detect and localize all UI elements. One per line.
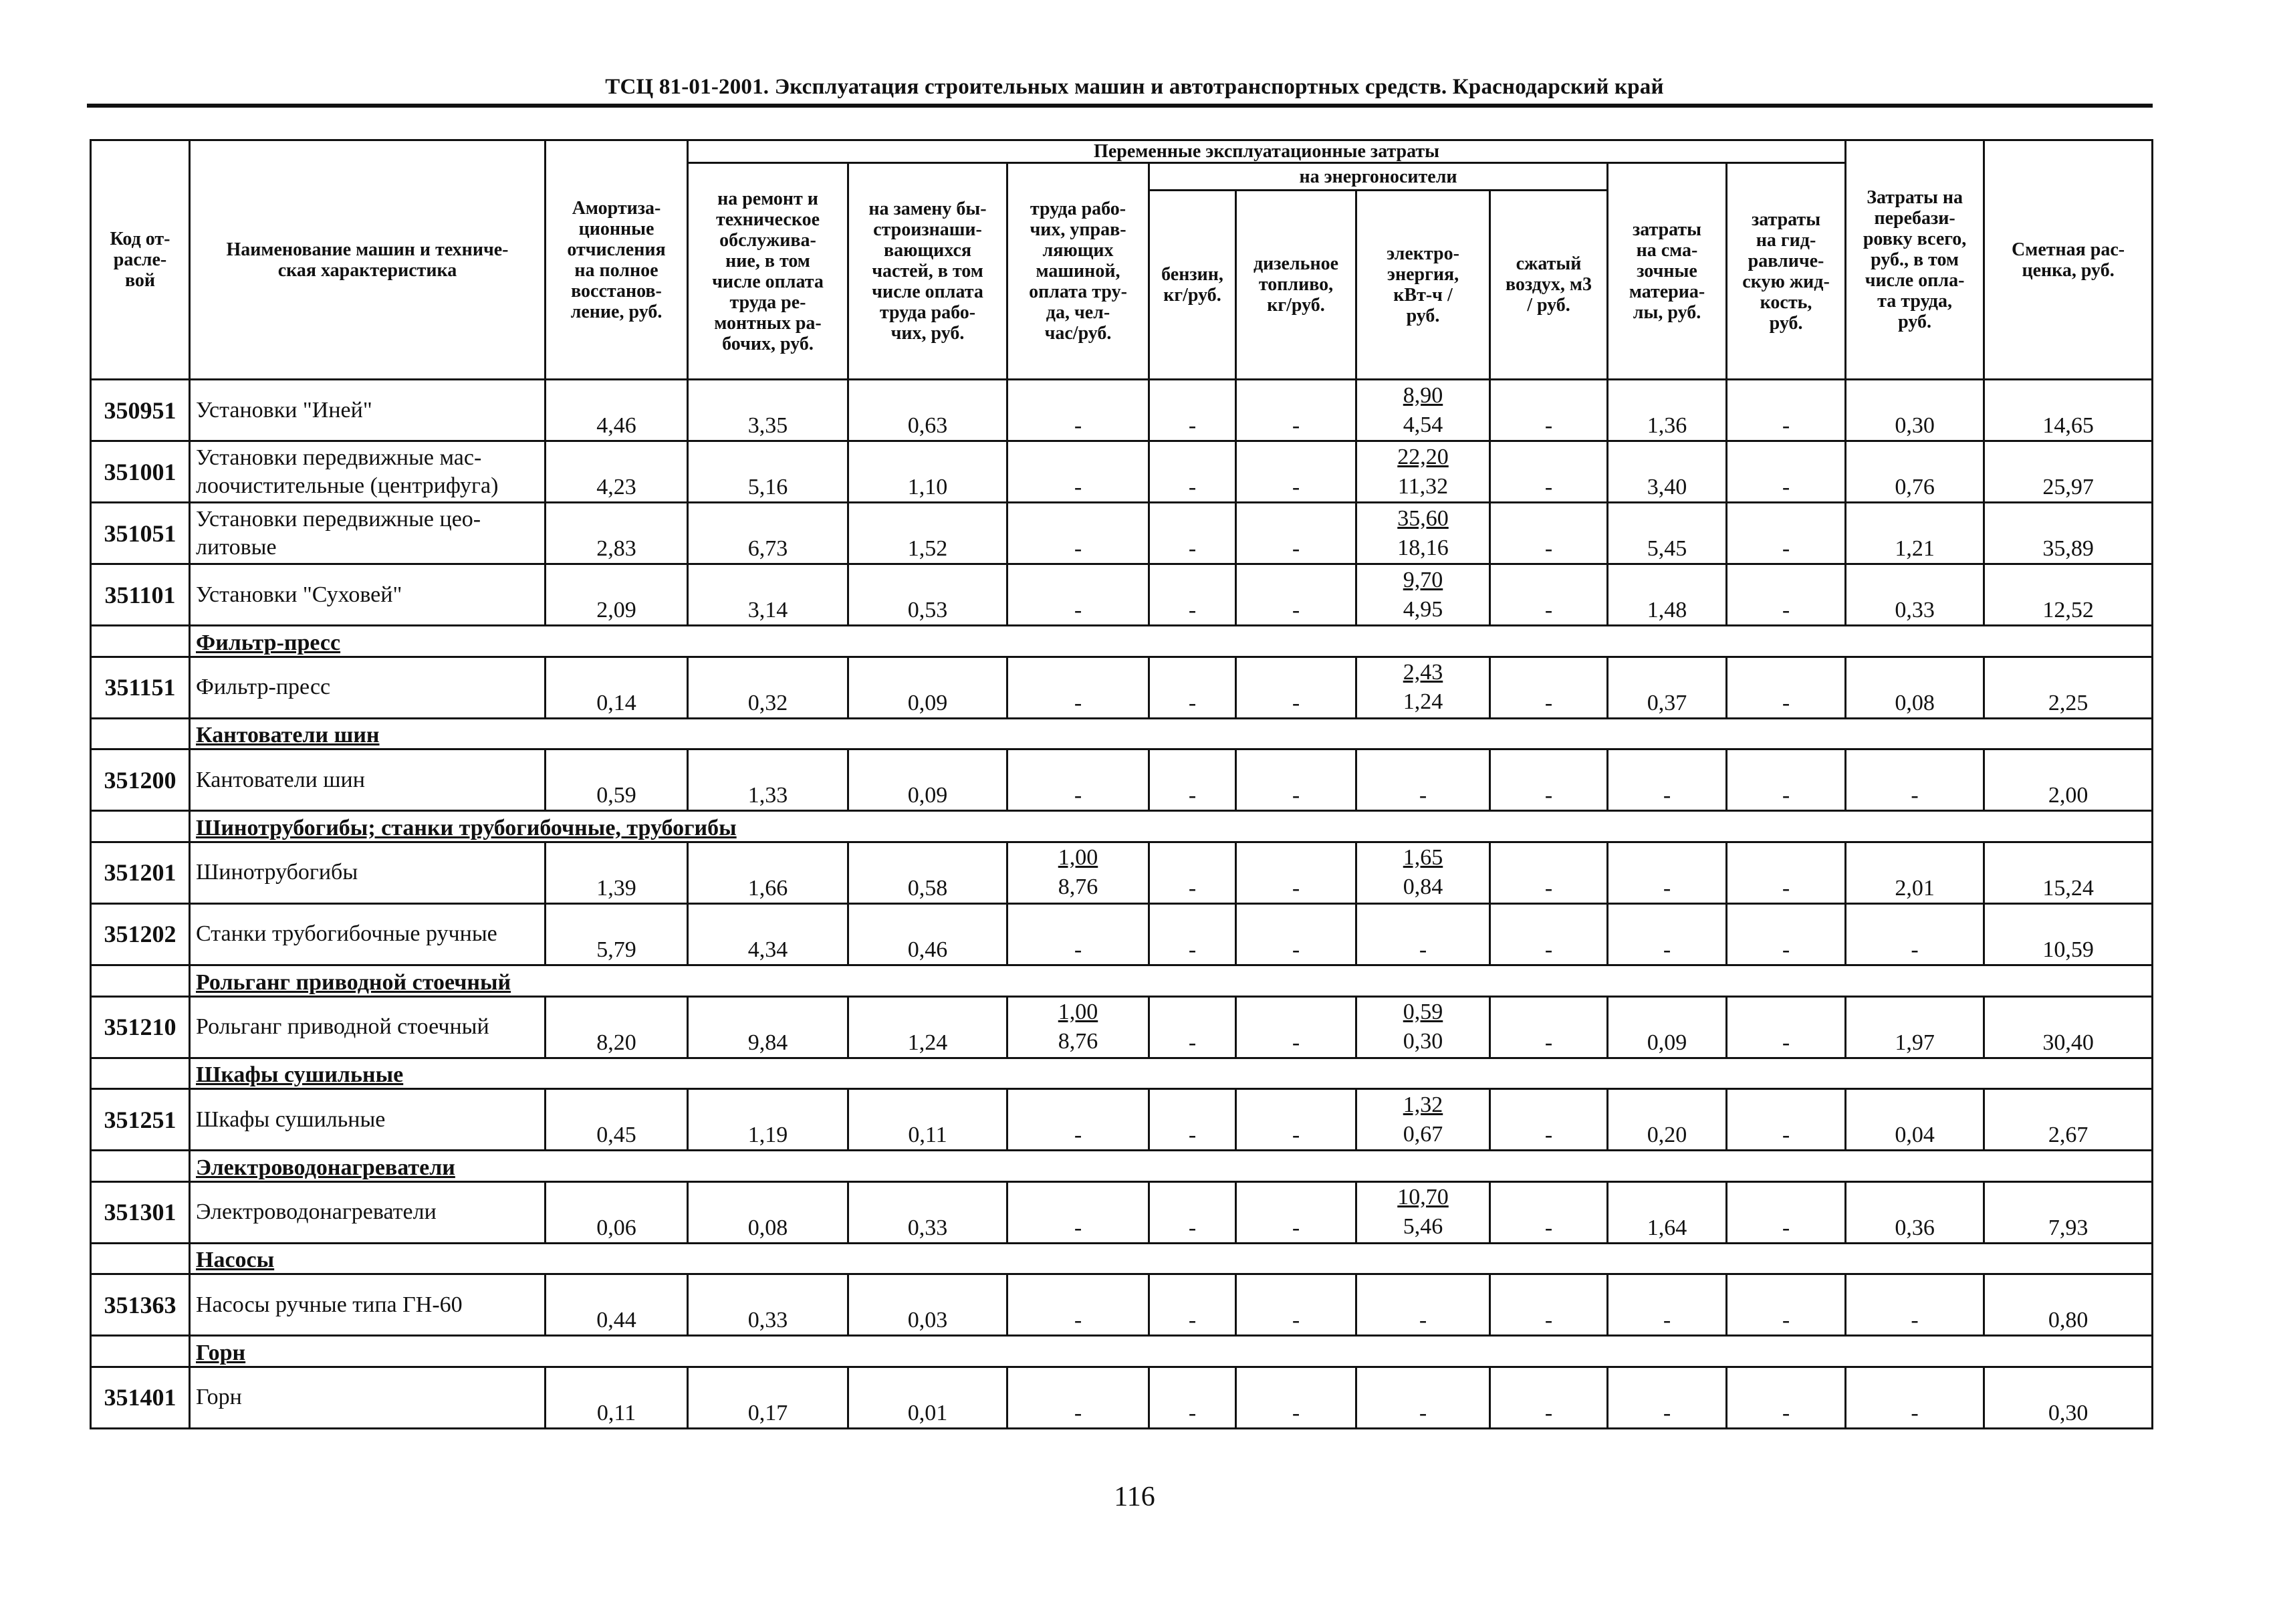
parts-cell: 0,09: [848, 749, 1007, 811]
name-cell: Станки трубогибочные ручные: [190, 903, 546, 965]
electric-cell: [1356, 657, 1490, 718]
col-header-petrol: бензин, кг/руб.: [1149, 190, 1236, 379]
air-cell: -: [1490, 1274, 1608, 1336]
repair-cell: 0,32: [688, 657, 848, 718]
labor-cell: -: [1007, 657, 1149, 718]
group-code-cell: [91, 1151, 190, 1182]
code-cell: 351251: [91, 1089, 190, 1151]
lube-cell: -: [1608, 1367, 1727, 1428]
group-title: Кантователи шин: [190, 718, 2153, 749]
petrol-cell: -: [1149, 1274, 1236, 1336]
col-header-variable-costs: Переменные эксплуатационные затраты: [688, 140, 1846, 163]
name-cell: Насосы ручные типа ГН-60: [190, 1274, 546, 1336]
lube-cell: 1,48: [1608, 564, 1727, 626]
labor-cell: -: [1007, 1274, 1149, 1336]
code-cell: 350951: [91, 380, 190, 441]
relocation-cell: 0,33: [1846, 564, 1984, 626]
lube-cell: 0,09: [1608, 996, 1727, 1058]
fraction-top: 1,00: [1058, 845, 1098, 871]
estimate-cell: 30,40: [1984, 996, 2153, 1058]
amortization-cell: 2,83: [546, 503, 688, 564]
group-row: [91, 1336, 2153, 1367]
hydraulic-cell: -: [1727, 441, 1846, 503]
code-cell: 351201: [91, 842, 190, 903]
lube-cell: -: [1608, 903, 1727, 965]
fraction-top: 8,90: [1403, 382, 1443, 408]
petrol-cell: -: [1149, 1367, 1236, 1428]
fraction-top: 1,00: [1058, 1000, 1098, 1025]
name-cell: Шкафы сушильные: [190, 1089, 546, 1151]
code-cell: 351363: [91, 1274, 190, 1336]
col-header-electric: электро- энергия, кВт-ч / руб.: [1356, 190, 1490, 379]
air-cell: -: [1490, 1089, 1608, 1151]
lube-cell: -: [1608, 749, 1727, 811]
lube-cell: 3,40: [1608, 441, 1727, 503]
petrol-cell: -: [1149, 903, 1236, 965]
electric-cell: [1356, 564, 1490, 626]
table-row: [91, 749, 2153, 811]
hydraulic-cell: -: [1727, 380, 1846, 441]
lube-cell: -: [1608, 1274, 1727, 1336]
diesel-cell: -: [1236, 749, 1356, 811]
name-cell: Фильтр-пресс: [190, 657, 546, 718]
name-cell: Установки передвижные цео- литовые: [190, 503, 546, 564]
repair-cell: 5,16: [688, 441, 848, 503]
table-row: [91, 1089, 2153, 1151]
relocation-cell: 1,97: [1846, 996, 1984, 1058]
repair-cell: 6,73: [688, 503, 848, 564]
relocation-cell: -: [1846, 1274, 1984, 1336]
relocation-cell: 1,21: [1846, 503, 1984, 564]
col-header-parts: на замену бы- строизнаши- вающихся частей, в том числе оплата труда рабо- чих, руб.: [848, 163, 1007, 380]
electric-cell: [1356, 996, 1490, 1058]
parts-cell: 0,09: [848, 657, 1007, 718]
name-cell: Шинотрубогибы: [190, 842, 546, 903]
table-row: [91, 1274, 2153, 1336]
hydraulic-cell: -: [1727, 1367, 1846, 1428]
fraction-bottom: 11,32: [1397, 473, 1449, 499]
page-header: ТСЦ 81-01-2001. Эксплуатация строительных машин и автотранспортных средств. Краснодарский край: [605, 75, 1664, 99]
hydraulic-cell: -: [1727, 1089, 1846, 1151]
diesel-cell: -: [1236, 503, 1356, 564]
col-header-diesel: дизельное топливо, кг/руб.: [1236, 190, 1356, 379]
lube-cell: -: [1608, 842, 1727, 903]
fraction-bottom: 0,84: [1403, 875, 1443, 900]
relocation-cell: 0,36: [1846, 1181, 1984, 1243]
col-header-relocation: Затраты на перебази- ровку всего, руб., в том числе опла- та труда, руб.: [1846, 140, 1984, 380]
page-number: 116: [1114, 1482, 1155, 1512]
fraction-bottom: 1,24: [1403, 689, 1443, 715]
relocation-cell: 0,76: [1846, 441, 1984, 503]
estimate-cell: 7,93: [1984, 1181, 2153, 1243]
code-cell: 351101: [91, 564, 190, 626]
lube-cell: 0,20: [1608, 1089, 1727, 1151]
amortization-cell: 4,46: [546, 380, 688, 441]
air-cell: -: [1490, 1367, 1608, 1428]
hydraulic-cell: -: [1727, 903, 1846, 965]
repair-cell: 0,17: [688, 1367, 848, 1428]
group-code-cell: [91, 718, 190, 749]
relocation-cell: 0,08: [1846, 657, 1984, 718]
col-header-name: Наименование машин и техниче- ская характеристика: [190, 140, 546, 380]
group-code-cell: [91, 811, 190, 842]
group-row: [91, 718, 2153, 749]
table-row: [91, 657, 2153, 718]
group-row: [91, 626, 2153, 657]
name-cell: Электроводонагреватели: [190, 1181, 546, 1243]
parts-cell: 0,53: [848, 564, 1007, 626]
electric-cell: [1356, 441, 1490, 503]
fraction-bottom: 8,76: [1058, 875, 1098, 900]
hydraulic-cell: -: [1727, 842, 1846, 903]
estimate-cell: 10,59: [1984, 903, 2153, 965]
estimate-cell: 0,30: [1984, 1367, 2153, 1428]
air-cell: -: [1490, 441, 1608, 503]
table-row: [91, 996, 2153, 1058]
estimate-cell: 2,67: [1984, 1089, 2153, 1151]
name-cell: Установки передвижные мас- лоочистительные (центрифуга): [190, 441, 546, 503]
fraction-bottom: 4,95: [1403, 596, 1443, 622]
repair-cell: 1,33: [688, 749, 848, 811]
labor-cell: -: [1007, 441, 1149, 503]
repair-cell: 4,34: [688, 903, 848, 965]
amortization-cell: 0,44: [546, 1274, 688, 1336]
col-header-code: Код от- расле- вой: [91, 140, 190, 380]
group-code-cell: [91, 626, 190, 657]
estimate-cell: 25,97: [1984, 441, 2153, 503]
repair-cell: 1,66: [688, 842, 848, 903]
group-row: [91, 811, 2153, 842]
labor-cell: [1007, 842, 1149, 903]
diesel-cell: -: [1236, 842, 1356, 903]
estimate-cell: 12,52: [1984, 564, 2153, 626]
fraction-bottom: 0,67: [1403, 1121, 1443, 1147]
air-cell: -: [1490, 564, 1608, 626]
hydraulic-cell: -: [1727, 1181, 1846, 1243]
relocation-cell: 0,30: [1846, 380, 1984, 441]
table-row: [91, 441, 2153, 503]
group-title: Шкафы сушильные: [190, 1058, 2153, 1089]
repair-cell: 9,84: [688, 996, 848, 1058]
hydraulic-cell: -: [1727, 749, 1846, 811]
col-header-labor: труда рабо- чих, управ- ляющих машиной, оплата тру- да, чел- час/руб.: [1007, 163, 1149, 380]
col-header-lube: затраты на сма- зочные материа- лы, руб.: [1608, 163, 1727, 380]
relocation-cell: 2,01: [1846, 842, 1984, 903]
code-cell: 351301: [91, 1181, 190, 1243]
petrol-cell: -: [1149, 842, 1236, 903]
electric-cell: -: [1356, 903, 1490, 965]
labor-cell: [1007, 996, 1149, 1058]
petrol-cell: -: [1149, 1181, 1236, 1243]
diesel-cell: -: [1236, 657, 1356, 718]
fraction-top: 2,43: [1403, 660, 1443, 685]
group-title: Рольганг приводной стоечный: [190, 965, 2153, 996]
repair-cell: 0,08: [688, 1181, 848, 1243]
diesel-cell: -: [1236, 564, 1356, 626]
amortization-cell: 4,23: [546, 441, 688, 503]
parts-cell: 1,52: [848, 503, 1007, 564]
labor-cell: -: [1007, 1367, 1149, 1428]
lube-cell: 5,45: [1608, 503, 1727, 564]
col-header-estimate: Сметная рас- ценка, руб.: [1984, 140, 2153, 380]
code-cell: 351202: [91, 903, 190, 965]
estimate-cell: 2,25: [1984, 657, 2153, 718]
hydraulic-cell: -: [1727, 564, 1846, 626]
group-title: Насосы: [190, 1243, 2153, 1274]
amortization-cell: 5,79: [546, 903, 688, 965]
group-code-cell: [91, 1058, 190, 1089]
col-header-repair: на ремонт и техническое обслужива- ние, в том числе оплата труда ре- монтных ра- бочих, руб.: [688, 163, 848, 380]
estimate-cell: 15,24: [1984, 842, 2153, 903]
hydraulic-cell: -: [1727, 503, 1846, 564]
electric-cell: -: [1356, 1274, 1490, 1336]
table-row: [91, 564, 2153, 626]
petrol-cell: -: [1149, 657, 1236, 718]
name-cell: Установки "Суховей": [190, 564, 546, 626]
amortization-cell: 2,09: [546, 564, 688, 626]
diesel-cell: -: [1236, 441, 1356, 503]
repair-cell: 0,33: [688, 1274, 848, 1336]
electric-cell: [1356, 503, 1490, 564]
petrol-cell: -: [1149, 1089, 1236, 1151]
diesel-cell: -: [1236, 380, 1356, 441]
fraction-top: 0,59: [1403, 1000, 1443, 1025]
code-cell: 351200: [91, 749, 190, 811]
relocation-cell: 0,04: [1846, 1089, 1984, 1151]
col-header-hydraulic: затраты на гид- равличе- скую жид- кость, руб.: [1727, 163, 1846, 380]
air-cell: -: [1490, 749, 1608, 811]
air-cell: -: [1490, 996, 1608, 1058]
petrol-cell: -: [1149, 380, 1236, 441]
group-code-cell: [91, 965, 190, 996]
petrol-cell: -: [1149, 503, 1236, 564]
labor-cell: -: [1007, 1181, 1149, 1243]
parts-cell: 0,46: [848, 903, 1007, 965]
parts-cell: 0,33: [848, 1181, 1007, 1243]
amortization-cell: 0,14: [546, 657, 688, 718]
repair-cell: 1,19: [688, 1089, 848, 1151]
table-row: [91, 1367, 2153, 1428]
table-row: [91, 380, 2153, 441]
amortization-cell: 0,59: [546, 749, 688, 811]
table-row: [91, 503, 2153, 564]
table-row: [91, 1181, 2153, 1243]
amortization-cell: 0,06: [546, 1181, 688, 1243]
air-cell: -: [1490, 380, 1608, 441]
code-cell: 351051: [91, 503, 190, 564]
electric-cell: [1356, 842, 1490, 903]
hydraulic-cell: -: [1727, 996, 1846, 1058]
parts-cell: 1,24: [848, 996, 1007, 1058]
name-cell: Установки "Иней": [190, 380, 546, 441]
labor-cell: -: [1007, 749, 1149, 811]
petrol-cell: -: [1149, 996, 1236, 1058]
group-row: [91, 965, 2153, 996]
air-cell: -: [1490, 503, 1608, 564]
amortization-cell: 1,39: [546, 842, 688, 903]
fraction-top: 10,70: [1397, 1185, 1449, 1210]
fraction-top: 22,20: [1397, 444, 1449, 469]
electric-cell: [1356, 1089, 1490, 1151]
group-code-cell: [91, 1243, 190, 1274]
parts-cell: 0,11: [848, 1089, 1007, 1151]
col-header-amortization: Амортиза- ционные отчисления на полное восстанов- ление, руб.: [546, 140, 688, 380]
air-cell: -: [1490, 842, 1608, 903]
hydraulic-cell: -: [1727, 1274, 1846, 1336]
group-title: Горн: [190, 1336, 2153, 1367]
header-rule: [87, 104, 2153, 108]
col-header-energy: на энергоносители: [1149, 163, 1608, 190]
fraction-top: 35,60: [1397, 505, 1449, 531]
machine-cost-table: [90, 139, 2153, 1429]
fraction-bottom: 0,30: [1403, 1029, 1443, 1054]
fraction-bottom: 4,54: [1403, 412, 1443, 437]
estimate-cell: 35,89: [1984, 503, 2153, 564]
group-row: [91, 1243, 2153, 1274]
estimate-cell: 2,00: [1984, 749, 2153, 811]
amortization-cell: 8,20: [546, 996, 688, 1058]
col-header-air: сжатый воздух, м3 / руб.: [1490, 190, 1608, 379]
code-cell: 351401: [91, 1367, 190, 1428]
labor-cell: -: [1007, 564, 1149, 626]
petrol-cell: -: [1149, 441, 1236, 503]
repair-cell: 3,14: [688, 564, 848, 626]
air-cell: -: [1490, 1181, 1608, 1243]
parts-cell: 0,01: [848, 1367, 1007, 1428]
hydraulic-cell: -: [1727, 657, 1846, 718]
fraction-bottom: 18,16: [1397, 535, 1449, 560]
relocation-cell: -: [1846, 749, 1984, 811]
name-cell: Рольганг приводной стоечный: [190, 996, 546, 1058]
code-cell: 351001: [91, 441, 190, 503]
parts-cell: 1,10: [848, 441, 1007, 503]
table-row: [91, 842, 2153, 903]
estimate-cell: 14,65: [1984, 380, 2153, 441]
amortization-cell: 0,45: [546, 1089, 688, 1151]
petrol-cell: -: [1149, 564, 1236, 626]
fraction-bottom: 8,76: [1058, 1029, 1098, 1054]
diesel-cell: -: [1236, 1181, 1356, 1243]
electric-cell: [1356, 380, 1490, 441]
lube-cell: 1,36: [1608, 380, 1727, 441]
diesel-cell: -: [1236, 1367, 1356, 1428]
fraction-bottom: 5,46: [1403, 1214, 1443, 1240]
group-row: [91, 1058, 2153, 1089]
lube-cell: 0,37: [1608, 657, 1727, 718]
amortization-cell: 0,11: [546, 1367, 688, 1428]
diesel-cell: -: [1236, 1274, 1356, 1336]
diesel-cell: -: [1236, 996, 1356, 1058]
relocation-cell: -: [1846, 903, 1984, 965]
parts-cell: 0,63: [848, 380, 1007, 441]
labor-cell: -: [1007, 1089, 1149, 1151]
code-cell: 351151: [91, 657, 190, 718]
group-title: Фильтр-пресс: [190, 626, 2153, 657]
group-row: [91, 1151, 2153, 1182]
diesel-cell: -: [1236, 1089, 1356, 1151]
name-cell: Кантователи шин: [190, 749, 546, 811]
relocation-cell: -: [1846, 1367, 1984, 1428]
code-cell: 351210: [91, 996, 190, 1058]
lube-cell: 1,64: [1608, 1181, 1727, 1243]
group-title: Электроводонагреватели: [190, 1151, 2153, 1182]
fraction-top: 1,65: [1403, 845, 1443, 871]
air-cell: -: [1490, 657, 1608, 718]
electric-cell: -: [1356, 749, 1490, 811]
group-code-cell: [91, 1336, 190, 1367]
labor-cell: -: [1007, 503, 1149, 564]
electric-cell: -: [1356, 1367, 1490, 1428]
estimate-cell: 0,80: [1984, 1274, 2153, 1336]
labor-cell: -: [1007, 380, 1149, 441]
parts-cell: 0,58: [848, 842, 1007, 903]
petrol-cell: -: [1149, 749, 1236, 811]
group-title: Шинотрубогибы; станки трубогибочные, трубогибы: [190, 811, 2153, 842]
electric-cell: [1356, 1181, 1490, 1243]
air-cell: -: [1490, 903, 1608, 965]
fraction-top: 1,32: [1403, 1092, 1443, 1117]
labor-cell: -: [1007, 903, 1149, 965]
repair-cell: 3,35: [688, 380, 848, 441]
name-cell: Горн: [190, 1367, 546, 1428]
fraction-top: 9,70: [1403, 567, 1443, 592]
diesel-cell: -: [1236, 903, 1356, 965]
table-row: [91, 903, 2153, 965]
parts-cell: 0,03: [848, 1274, 1007, 1336]
